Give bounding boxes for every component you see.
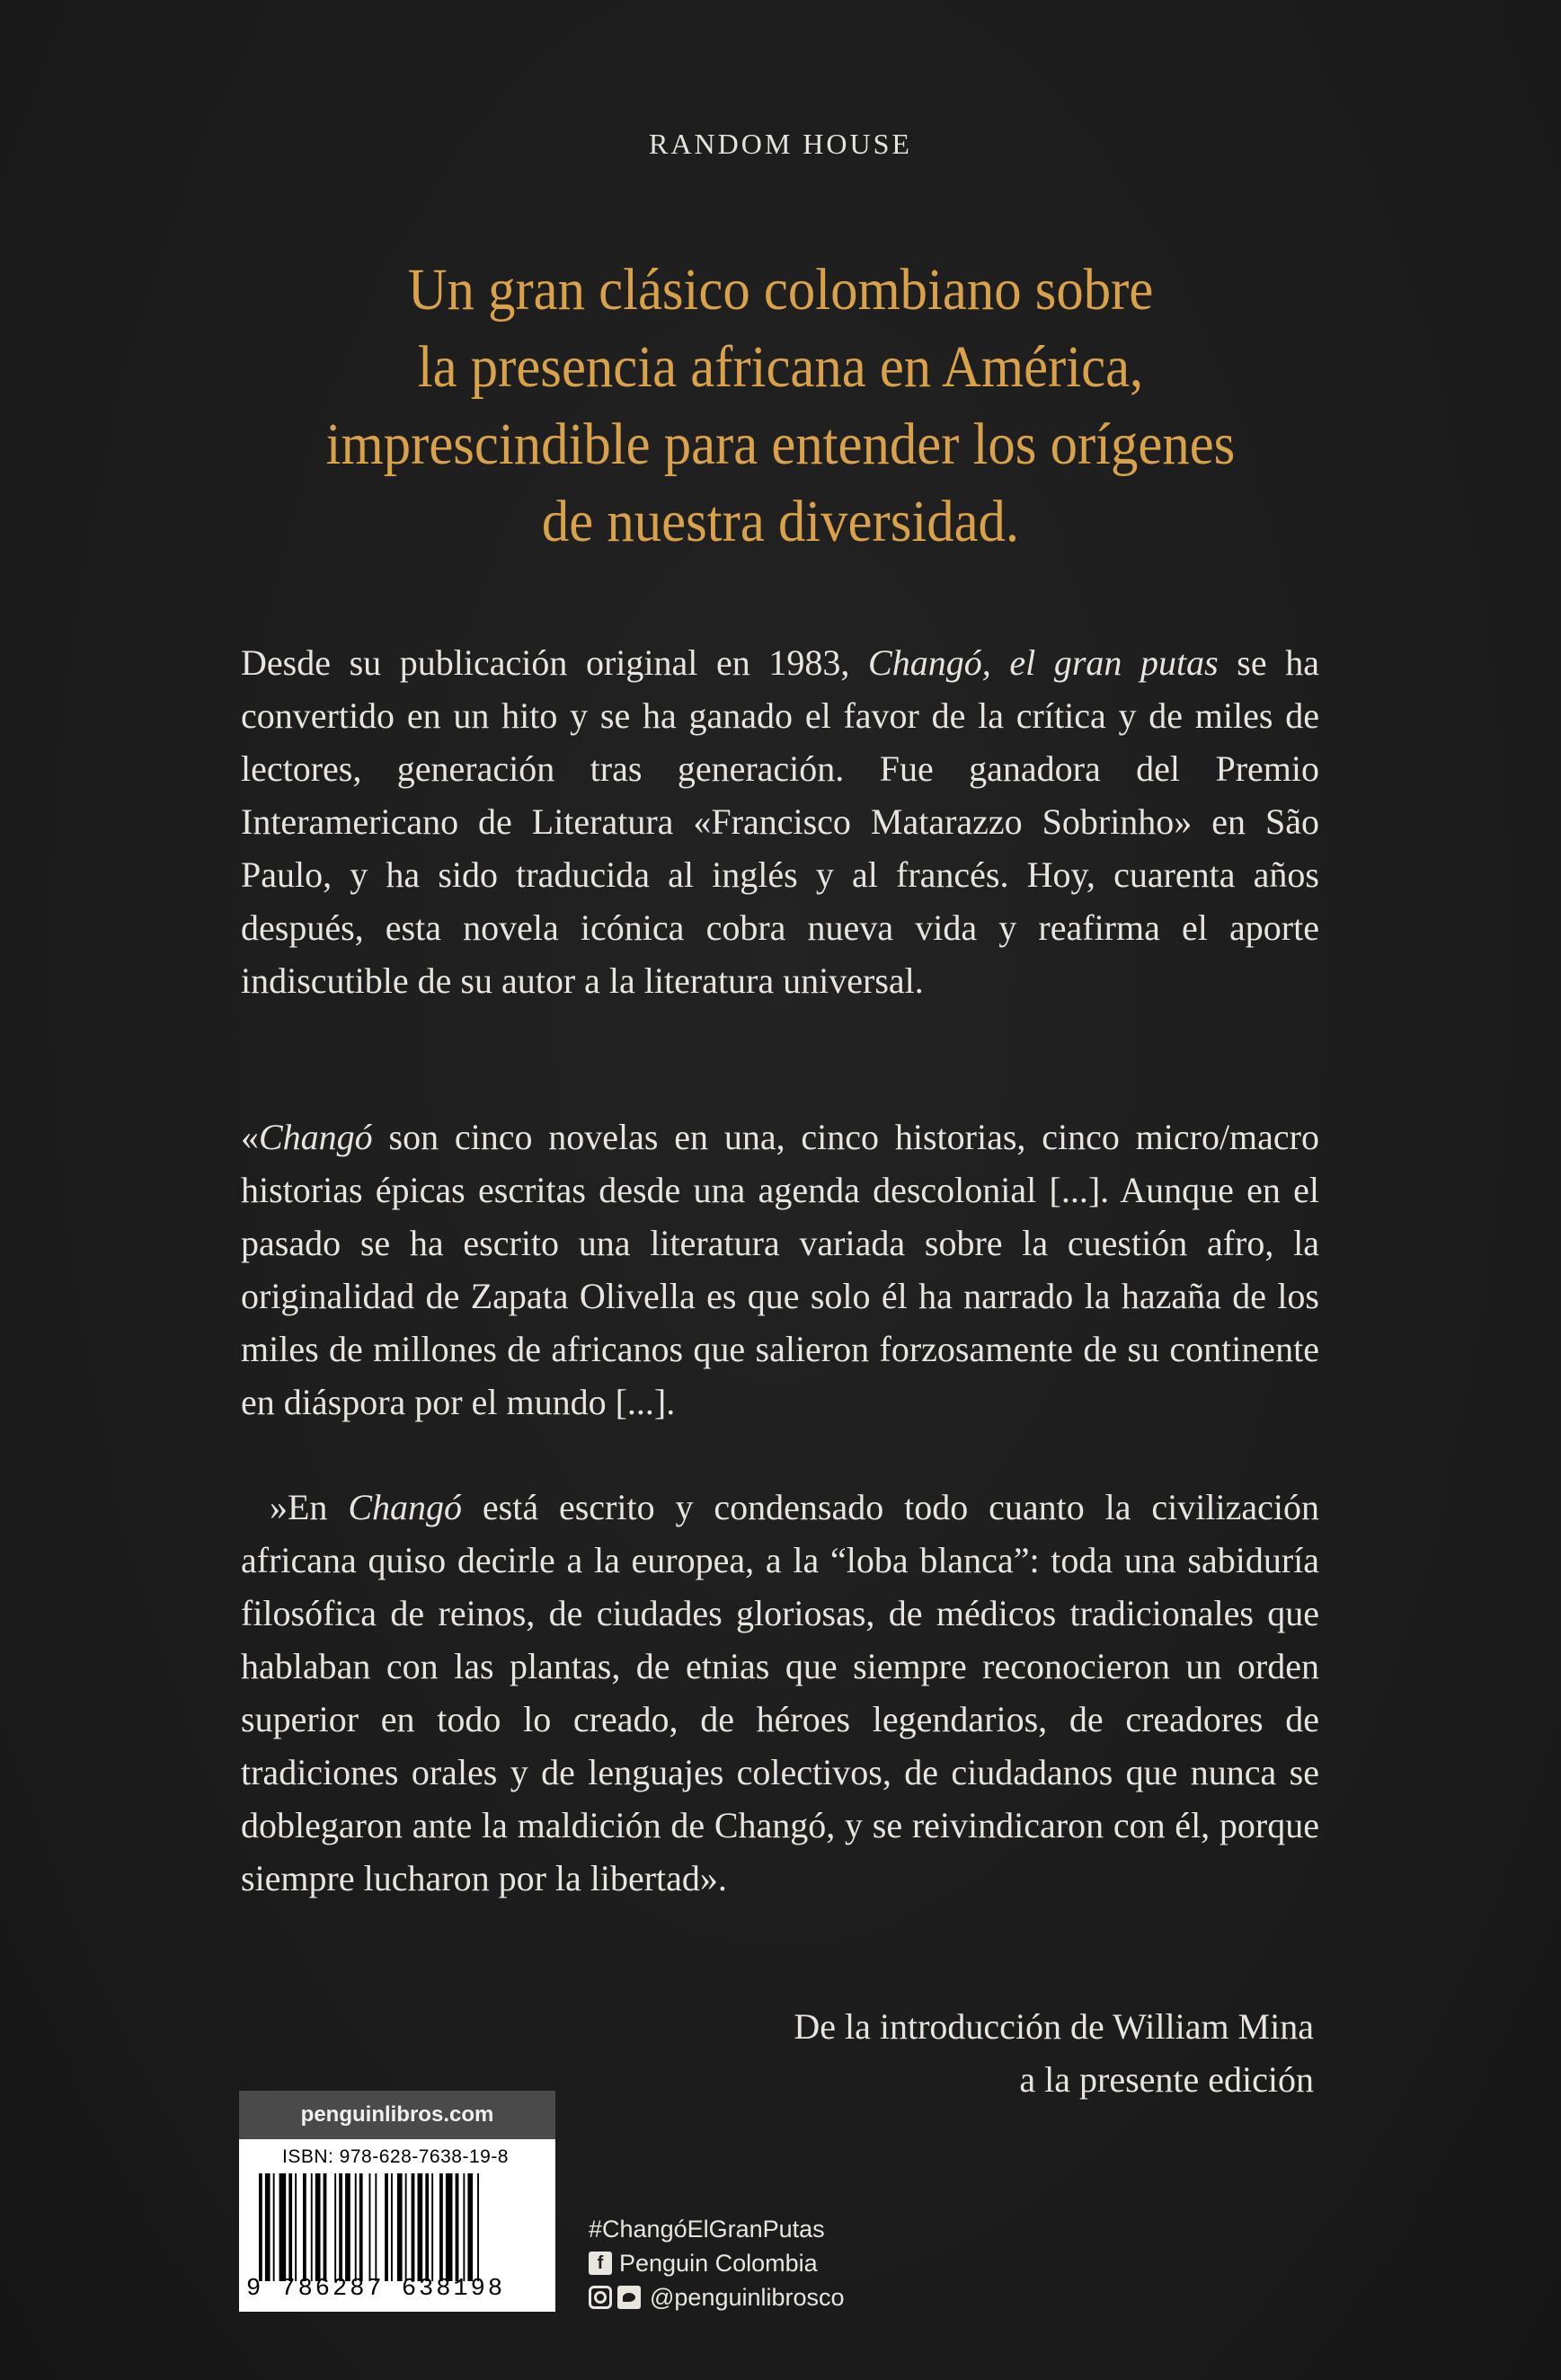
- barcode-bar: [431, 2173, 433, 2281]
- barcode-bar: [446, 2173, 453, 2281]
- description-text: se ha convertido en un hito y se ha ganado el favor de la crítica y de miles de lectores, generación tras generación. Fue ganadora del Premio Interamericano de Literatura «Francisco Matarazzo Sobrinho» en São Paulo, y ha sido traducida al inglés y al francés. Hoy, cuarenta años después, esta novela icónica cobra nueva vida y reafirma el aporte indiscutible de su autor a la literatura universal.: [241, 642, 1320, 1001]
- headline-line: la presencia africana en América,: [417, 334, 1144, 400]
- publisher-name: RANDOM HOUSE: [649, 128, 912, 160]
- headline-line: de nuestra diversidad.: [541, 489, 1020, 554]
- barcode-bar: [345, 2173, 350, 2281]
- barcode-bar: [369, 2173, 371, 2281]
- barcode-block: [239, 2139, 555, 2312]
- barcode-bar: [279, 2173, 287, 2281]
- social-handle: @penguinlibrosco: [650, 2284, 845, 2311]
- barcode-bar: [303, 2173, 306, 2281]
- quote-paragraph-1: [241, 1110, 1319, 1429]
- facebook-row[interactable]: [589, 2246, 845, 2280]
- book-title: Changó, el gran putas: [868, 642, 1219, 683]
- hashtag: #ChangóElGranPutas: [589, 2216, 825, 2243]
- quote-text: »En: [270, 1487, 349, 1527]
- headline-line: imprescindible para entender los orígenes: [325, 411, 1236, 477]
- barcode-bar: [259, 2173, 262, 2281]
- social-links: [589, 2212, 845, 2314]
- barcode-bar: [418, 2173, 423, 2281]
- barcode-icon: [259, 2173, 539, 2281]
- barcode-digits: 9 786287 638198: [246, 2276, 506, 2303]
- quote-text: son cinco novelas en una, cinco historias, cinco micro/macro historias épicas escritas desde una agenda descolonial [...]. Aunque en el pasado se ha escrito una literatura variada sobre la cuestión afro, la originalidad de Zapata Olivella es que solo él ha narrado la hazaña de los miles de millones de africanos que salieron forzosamente de su continente en diáspora por el mundo [...].: [241, 1117, 1319, 1422]
- barcode-bar: [405, 2173, 407, 2281]
- isbn-label: ISBN: 978-628-7638-19-8: [282, 2146, 509, 2167]
- barcode-bar: [412, 2173, 415, 2281]
- barcode-bar: [477, 2173, 479, 2281]
- barcode-bar: [456, 2173, 459, 2281]
- attribution-line: a la presente edición: [1019, 2059, 1314, 2100]
- barcode-bar: [334, 2173, 336, 2281]
- barcode-bar: [273, 2173, 275, 2281]
- barcode-bar: [463, 2173, 465, 2281]
- barcode-bar: [324, 2173, 327, 2281]
- facebook-icon: f: [589, 2252, 612, 2275]
- quote-text: está escrito y condensado todo cuanto la civilización africana quiso decirle a la europea, a la “loba blanca”: toda una sabiduría filosófica de reinos, de ciudades gloriosas, de médicos tradicionales que hablaban con las plantas, de etnias que siempre reconocieron un orden superior en todo lo creado, de héroes legendarios, de creadores de tradiciones orales y de lenguajes colectivos, de ciudadanos que nunca se doblegaron ante la maldición de Changó, y se reivindicaron con él, porque siempre lucharon por la libertad».: [241, 1487, 1319, 1898]
- barcode-bar: [467, 2173, 473, 2281]
- book-title: Changó: [259, 1117, 373, 1157]
- attribution-line: De la introducción de William Mina: [794, 2006, 1314, 2047]
- facebook-page: Penguin Colombia: [619, 2250, 818, 2277]
- barcode-bar: [311, 2173, 313, 2281]
- quote-attribution: [794, 2000, 1314, 2106]
- barcode-bar: [425, 2173, 429, 2281]
- instagram-icon: [589, 2286, 612, 2309]
- description-paragraph: [241, 636, 1319, 1007]
- description-text: Desde su publicación original en 1983,: [241, 642, 869, 683]
- barcode-bar: [355, 2173, 357, 2281]
- barcode-bar: [315, 2173, 321, 2281]
- headline-line: Un gran clásico colombiano sobre: [407, 257, 1154, 323]
- barcode-bar: [397, 2173, 403, 2281]
- barcode-bar: [265, 2173, 271, 2281]
- barcode-bar: [385, 2173, 388, 2281]
- barcode-bar: [375, 2173, 377, 2281]
- instagram-twitter-row[interactable]: [589, 2280, 845, 2314]
- headline-blurb: [227, 252, 1333, 561]
- barcode-bar: [391, 2173, 393, 2281]
- barcode-bar: [288, 2173, 292, 2281]
- hashtag-row: [589, 2212, 845, 2246]
- quote-paragraph-2: [241, 1481, 1319, 1905]
- website-label: penguinlibros.com: [239, 2091, 555, 2139]
- barcode-bar: [339, 2173, 342, 2281]
- barcode-bar: [359, 2173, 363, 2281]
- twitter-icon: [617, 2286, 641, 2309]
- quote-open-mark: «: [241, 1117, 259, 1157]
- barcode-bar: [439, 2173, 443, 2281]
- barcode-bar: [295, 2173, 297, 2281]
- book-title: Changó: [348, 1487, 463, 1527]
